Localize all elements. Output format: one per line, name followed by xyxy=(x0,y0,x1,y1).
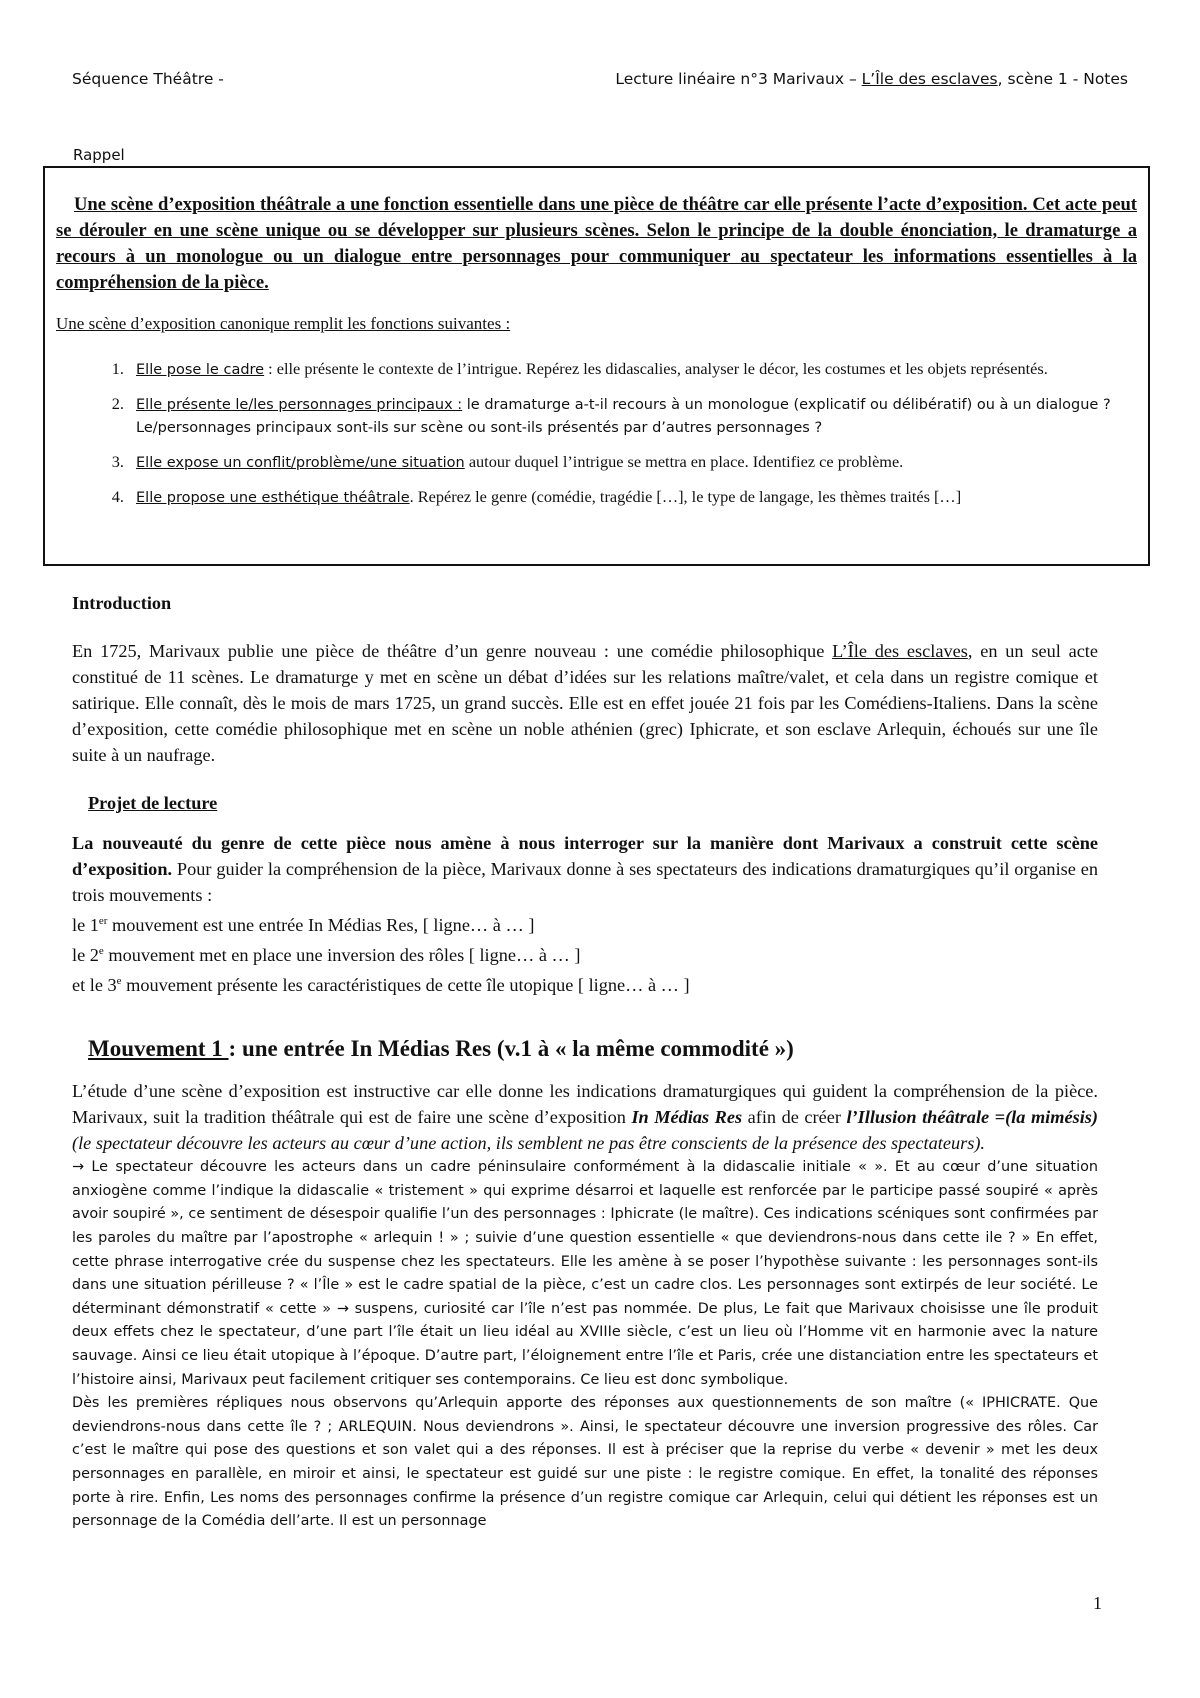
list-item-text: autour duquel l’intrigue se mettra en place. Identifiez ce problème. xyxy=(464,452,904,471)
header-right xyxy=(615,70,1128,88)
header-work-title: L’Île des esclaves xyxy=(861,70,998,88)
m1p1-b: afin de créer xyxy=(742,1107,847,1128)
m1-sup: er xyxy=(98,915,108,927)
m1p1-italic: (le spectateur découvre les acteurs au cœur d’une action, ils semblent ne pas être conscients de la présence des spectateurs). xyxy=(72,1133,985,1154)
mouvement1-paragraph-1 xyxy=(72,1078,1098,1156)
m2-post: mouvement met en place une inversion des rôles [ ligne… à … ] xyxy=(103,945,581,966)
list-item-label: Elle pose le cadre xyxy=(136,362,265,378)
introduction-heading: Introduction xyxy=(72,593,172,613)
rappel-box xyxy=(43,166,1150,566)
list-item-text: . Repérez le genre (comédie, tragédie […], le type de langage, les thèmes traités […] xyxy=(409,487,962,506)
introduction-paragraph xyxy=(72,638,1098,768)
m2-pre: le 2 xyxy=(72,945,99,966)
rappel-label: Rappel xyxy=(73,146,125,164)
projet-heading: Projet de lecture xyxy=(88,793,218,813)
page-number: 1 xyxy=(1093,1593,1102,1613)
rappel-list xyxy=(56,358,1137,509)
m2-sup: e xyxy=(98,945,104,958)
list-item-text: le dramaturge a-t-il recours à un monologue (explicatif ou délibératif) ou à un dialogue ? Le/personnages principaux sont-ils sur scène ou sont-ils présentés par d’autres personnages ? xyxy=(136,397,1111,436)
list-item xyxy=(128,486,1137,509)
main-content xyxy=(72,590,1098,1534)
m3-pre: et le 3 xyxy=(72,975,117,996)
mouvement1-heading-underlined: Mouvement 1 xyxy=(88,1036,229,1062)
header-left: Séquence Théâtre - xyxy=(72,70,224,88)
list-item xyxy=(128,393,1137,439)
m1-post: mouvement est une entrée In Médias Res, [ ligne… à … ] xyxy=(107,915,535,936)
list-item-label: Elle expose un conflit/problème/une situation xyxy=(136,455,465,471)
movement-line-3 xyxy=(72,968,1098,998)
header-right-prefix: Lecture linéaire n°3 Marivaux – xyxy=(615,70,862,88)
m1p1-bold-italic-1: In Médias Res xyxy=(631,1107,743,1128)
m1p1-bold-italic-2: l’Illusion théâtrale =(la mimésis) xyxy=(846,1107,1098,1128)
movement-line-1 xyxy=(72,908,1098,938)
list-item xyxy=(128,358,1137,381)
mouvement1-heading-rest: : une entrée In Médias Res (v.1 à « la même commodité ») xyxy=(228,1036,794,1062)
list-item xyxy=(128,451,1137,474)
mouvement1-heading xyxy=(88,1036,1098,1062)
projet-rest: Pour guider la compréhension de la pièce, Marivaux donne à ses spectateurs des indications dramaturgiques qu’il organise en trois mouvements : xyxy=(72,859,1098,905)
list-item-label: Elle présente le/les personnages principaux : xyxy=(136,397,463,413)
header-right-suffix: , scène 1 - Notes xyxy=(997,70,1128,88)
rappel-canon: Une scène d’exposition canonique remplit les fonctions suivantes : xyxy=(56,314,511,333)
m3-post: mouvement présente les caractéristiques de cette île utopique [ ligne… à … ] xyxy=(121,975,690,996)
intro-work-title: L’Île des esclaves xyxy=(832,641,968,661)
intro-text-a: En 1725, Marivaux publie une pièce de théâtre d’un genre nouveau : une comédie philosophique xyxy=(72,641,833,661)
movement-line-2 xyxy=(72,938,1098,968)
m1p1-a: L’étude d’une scène d’exposition est instructive car elle donne les indications dramaturgiques qui guident la compréhension de la pièce. Marivaux, suit la tradition théâtrale qui est de faire une scène d’exposition xyxy=(72,1081,1098,1128)
page-header xyxy=(72,70,1128,96)
projet-paragraph xyxy=(72,830,1098,908)
m1-pre: le 1 xyxy=(72,915,99,936)
intro-text-b: , en un seul acte constitué de 11 scènes. Le dramaturge y met en scène un débat d’idées sur les relations maître/valet, et cela dans un registre comique et satirique. Elle connaît, dès le mois de mars 1725, un grand succès. Elle est en effet jouée 21 fois par les Comédiens-Italiens. Dans la scène d’exposition, cette comédie philosophique met en scène un noble athénien (grec) Iphicrate, et son esclave Arlequin, échoués sur une île suite à un naufrage. xyxy=(72,641,1098,765)
mouvement1-paragraph-2: → Le spectateur découvre les acteurs dans un cadre péninsulaire conformément à la didascalie initiale « ». Et au cœur d’une situation anxiogène comme l’indique la didascalie « tristement » qui exprime désarroi et laquelle est renforcée par le participe passé soupiré « après avoir soupiré », ce sentiment de désespoir qualifie l’un des personnages : Iphicrate (le maître). Ces indications scéniques sont confirmées par les paroles du maître par l’apostrophe « arlequin ! » ; suivie d’une question essentielle « que deviendrons-nous dans cette ile ? » En effet, cette phrase interrogative crée du suspense chez les spectateurs. Elle les amène à se poser l’hypothèse suivante : les personnages sont-ils dans une situation périlleuse ? « l’Île » est le cadre spatial de la pièce, c’est un cadre clos. Les personnages sont extirpés de leur société. Le déterminant démonstratif « cette » → suspens, curiosité car l’île n’est pas nommée. De plus, Le fait que Marivaux choisisse une île produit deux effets chez le spectateur, d’une part l’île était un lieu idéal au XVIIIe siècle, c’est un lieu où l’Homme vit en harmonie avec la nature sauvage. Ainsi ce lieu était utopique à l’époque. D’autre part, l’éloignement entre l’île et Paris, crée une distanciation entre les spectateurs et l’histoire ainsi, Marivaux peut facilement critiquer ses contemporains. Ce lieu est donc symbolique. xyxy=(72,1159,1098,1388)
projet-bold: La nouveauté du genre de cette pièce nous amène à nous interroger sur la manière dont Marivaux a construit cette scène d’exposition. xyxy=(72,833,1098,879)
list-item-label: Elle propose une esthétique théâtrale xyxy=(136,490,410,506)
list-item-text: : elle présente le contexte de l’intrigue. Repérez les didascalies, analyser le décor, les costumes et les objets représentés. xyxy=(264,359,1048,378)
rappel-lead: Une scène d’exposition théâtrale a une fonction essentielle dans une pièce de théâtre car elle présente l’acte d’exposition. Cet acte peut se dérouler en une scène unique ou se développer sur plusieurs scènes. Selon le principe de la double énonciation, le dramaturge a recours à un monologue ou un dialogue entre personnages pour communiquer au spectateur les informations essentielles à la compréhension de la pièce. xyxy=(56,194,1137,293)
m3-sup: e xyxy=(116,975,122,988)
mouvement1-paragraph-3: Dès les premières répliques nous observons qu’Arlequin apporte des réponses aux questionnements de son maître (« IPHICRATE. Que deviendrons-nous dans cette île ? ; ARLEQUIN. Nous deviendrons ». Ainsi, le spectateur découvre une inversion progressive des rôles. Car c’est le maître qui pose des questions et son valet qui a des réponses. Il est à préciser que la reprise du verbe « devenir » met les deux personnages en parallèle, en miroir et ainsi, le spectateur est guidé sur une piste : le registre comique. En effet, la tonalité des réponses porte à rire. Enfin, Les noms des personnages confirme la présence d’un registre comique car Arlequin, celui qui détient les réponses est un personnage de la Comédia dell’arte. Il est un personnage xyxy=(72,1395,1098,1530)
